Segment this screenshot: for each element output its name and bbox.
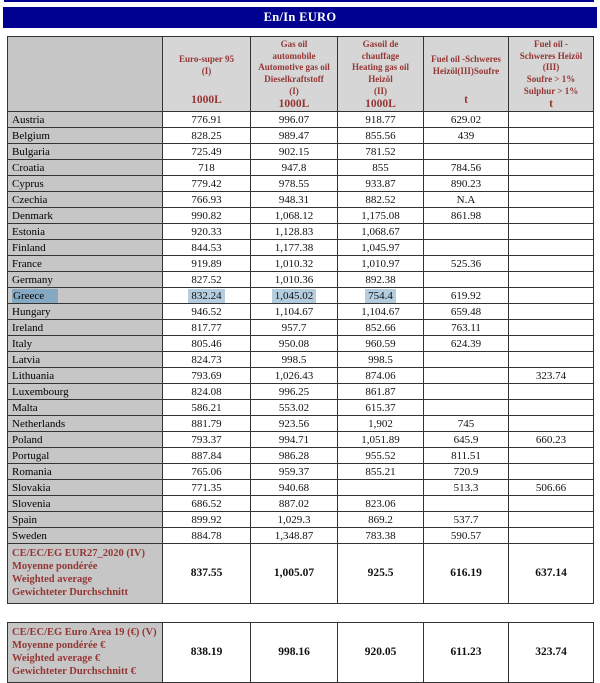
- value-cell: 998.5: [251, 352, 338, 368]
- value-cell: [338, 480, 424, 496]
- country-cell: Portugal: [8, 448, 163, 464]
- value-cell: 776.91: [163, 112, 251, 128]
- value-cell: 783.38: [338, 528, 424, 544]
- summary-value-cell: 323.74: [509, 623, 594, 683]
- value-cell: 1,010.32: [251, 256, 338, 272]
- selected-text-highlight: 1,045.02: [272, 289, 317, 303]
- country-cell: Hungary: [8, 304, 163, 320]
- value-cell: [509, 224, 594, 240]
- summary-label-cell: CE/EC/EG Euro Area 19 (€) (V) Moyenne pondérée € Weighted average € Gewichteter Durchschnitt €: [8, 623, 163, 683]
- country-cell: Estonia: [8, 224, 163, 240]
- value-cell: [509, 144, 594, 160]
- value-cell: [424, 496, 509, 512]
- value-cell: 869.2: [338, 512, 424, 528]
- table-row: [8, 448, 594, 464]
- table-row: [8, 416, 594, 432]
- fuel-price-table: [7, 36, 594, 604]
- value-cell: [509, 336, 594, 352]
- country-cell: Bulgaria: [8, 144, 163, 160]
- value-cell: [509, 160, 594, 176]
- summary-value-cell: 998.16: [251, 623, 338, 683]
- value-cell: 823.06: [338, 496, 424, 512]
- table-row: [8, 400, 594, 416]
- value-cell: 861.98: [424, 208, 509, 224]
- table-row: [8, 256, 594, 272]
- selected-text-highlight: 832.24: [188, 289, 224, 303]
- value-cell: 852.66: [338, 320, 424, 336]
- summary-value-cell: 637.14: [509, 544, 594, 604]
- value-cell: [163, 288, 251, 304]
- value-cell: 844.53: [163, 240, 251, 256]
- value-cell: 1,068.12: [251, 208, 338, 224]
- value-cell: [424, 240, 509, 256]
- value-cell: 998.5: [338, 352, 424, 368]
- table-row: [8, 320, 594, 336]
- column-header-label: Euro-super 95 (I): [179, 54, 234, 77]
- value-cell: 811.51: [424, 448, 509, 464]
- table-row: [8, 288, 594, 304]
- value-cell: 793.69: [163, 368, 251, 384]
- country-cell: Belgium: [8, 128, 163, 144]
- value-cell: 855: [338, 160, 424, 176]
- value-cell: 882.52: [338, 192, 424, 208]
- page-title: En/In EURO: [263, 10, 337, 24]
- value-cell: 686.52: [163, 496, 251, 512]
- value-cell: [424, 400, 509, 416]
- country-cell: Sweden: [8, 528, 163, 544]
- value-cell: 659.48: [424, 304, 509, 320]
- value-cell: 1,348.87: [251, 528, 338, 544]
- table-row: [8, 336, 594, 352]
- value-cell: 1,010.97: [338, 256, 424, 272]
- table-row: [8, 432, 594, 448]
- value-cell: [251, 288, 338, 304]
- value-cell: 874.06: [338, 368, 424, 384]
- value-cell: 763.11: [424, 320, 509, 336]
- column-header-label: Fuel oil -Schweres Heizöl(III)Soufre: [431, 54, 501, 77]
- selected-text-highlight: 754.4: [365, 289, 396, 303]
- summary-value-cell: 616.19: [424, 544, 509, 604]
- country-cell: Italy: [8, 336, 163, 352]
- value-cell: 855.21: [338, 464, 424, 480]
- value-cell: 899.92: [163, 512, 251, 528]
- country-cell: Netherlands: [8, 416, 163, 432]
- value-cell: 766.93: [163, 192, 251, 208]
- top-border-line: [4, 0, 594, 2]
- value-cell: 855.56: [338, 128, 424, 144]
- value-cell: 817.77: [163, 320, 251, 336]
- value-cell: 1,177.38: [251, 240, 338, 256]
- country-cell: Slovenia: [8, 496, 163, 512]
- summary-value-cell: 1,005.07: [251, 544, 338, 604]
- value-cell: 1,104.67: [338, 304, 424, 320]
- value-cell: [509, 496, 594, 512]
- country-cell: [8, 288, 163, 304]
- value-cell: 1,045.97: [338, 240, 424, 256]
- value-cell: 960.59: [338, 336, 424, 352]
- value-cell: 1,104.67: [251, 304, 338, 320]
- value-cell: 990.82: [163, 208, 251, 224]
- country-cell: Austria: [8, 112, 163, 128]
- value-cell: 619.92: [424, 288, 509, 304]
- value-cell: 784.56: [424, 160, 509, 176]
- value-cell: 553.02: [251, 400, 338, 416]
- value-cell: [338, 288, 424, 304]
- table-row: [8, 368, 594, 384]
- value-cell: 590.57: [424, 528, 509, 544]
- value-cell: [509, 240, 594, 256]
- column-header: [338, 37, 424, 112]
- summary-label-cell: CE/EC/EG EUR27_2020 (IV) Moyenne pondérée Weighted average Gewichteter Durchschnitt: [8, 544, 163, 604]
- value-cell: 1,902: [338, 416, 424, 432]
- country-cell: Ireland: [8, 320, 163, 336]
- value-cell: 881.79: [163, 416, 251, 432]
- summary-value-cell: 838.19: [163, 623, 251, 683]
- value-cell: 1,051.89: [338, 432, 424, 448]
- value-cell: [509, 448, 594, 464]
- table-row: [8, 512, 594, 528]
- value-cell: 537.7: [424, 512, 509, 528]
- value-cell: 933.87: [338, 176, 424, 192]
- value-cell: 947.8: [251, 160, 338, 176]
- value-cell: 745: [424, 416, 509, 432]
- value-cell: [424, 272, 509, 288]
- value-cell: [509, 416, 594, 432]
- value-cell: 779.42: [163, 176, 251, 192]
- value-cell: 1,026.43: [251, 368, 338, 384]
- country-cell: Spain: [8, 512, 163, 528]
- table-row: [8, 240, 594, 256]
- column-header: [424, 37, 509, 112]
- value-cell: 920.33: [163, 224, 251, 240]
- country-cell: Czechia: [8, 192, 163, 208]
- value-cell: 1,128.83: [251, 224, 338, 240]
- value-cell: N.A: [424, 192, 509, 208]
- value-cell: 890.23: [424, 176, 509, 192]
- table-row: [8, 464, 594, 480]
- value-cell: 827.52: [163, 272, 251, 288]
- column-header-label: Gas oil automobile Automotive gas oil Dieselkraftstoff (I): [258, 39, 330, 96]
- country-cell: Denmark: [8, 208, 163, 224]
- country-cell: France: [8, 256, 163, 272]
- table-row: [8, 528, 594, 544]
- value-cell: [424, 368, 509, 384]
- summary-value-cell: 920.05: [338, 623, 424, 683]
- summary-value-cell: 837.55: [163, 544, 251, 604]
- value-cell: 989.47: [251, 128, 338, 144]
- summary-row-eur27: [8, 544, 594, 604]
- value-cell: 902.15: [251, 144, 338, 160]
- value-cell: 629.02: [424, 112, 509, 128]
- column-header-label: Fuel oil - Schweres Heizöl (III) Soufre > 1% Sulphur > 1%: [519, 39, 583, 96]
- value-cell: 525.36: [424, 256, 509, 272]
- country-cell: Poland: [8, 432, 163, 448]
- table-row: [8, 176, 594, 192]
- value-cell: 793.37: [163, 432, 251, 448]
- value-cell: [509, 192, 594, 208]
- header-row: [8, 37, 594, 112]
- value-cell: 720.9: [424, 464, 509, 480]
- value-cell: 959.37: [251, 464, 338, 480]
- summary-value-cell: 611.23: [424, 623, 509, 683]
- table-row: [8, 224, 594, 240]
- value-cell: [509, 464, 594, 480]
- value-cell: 887.84: [163, 448, 251, 464]
- value-cell: 1,175.08: [338, 208, 424, 224]
- table-row: [8, 272, 594, 288]
- value-cell: 1,010.36: [251, 272, 338, 288]
- value-cell: [509, 384, 594, 400]
- column-unit: 1000L: [365, 98, 396, 111]
- value-cell: 323.74: [509, 368, 594, 384]
- value-cell: 950.08: [251, 336, 338, 352]
- value-cell: 513.3: [424, 480, 509, 496]
- column-unit: 1000L: [191, 94, 222, 107]
- value-cell: 439: [424, 128, 509, 144]
- value-cell: 957.7: [251, 320, 338, 336]
- value-cell: 615.37: [338, 400, 424, 416]
- summary-row-euro-area-19: [8, 623, 594, 683]
- country-cell: Lithuania: [8, 368, 163, 384]
- value-cell: 624.39: [424, 336, 509, 352]
- value-cell: 765.06: [163, 464, 251, 480]
- value-cell: 861.87: [338, 384, 424, 400]
- table-row: [8, 160, 594, 176]
- country-cell: Latvia: [8, 352, 163, 368]
- country-cell: Slovakia: [8, 480, 163, 496]
- value-cell: 828.25: [163, 128, 251, 144]
- table-row: [8, 352, 594, 368]
- value-cell: 1,029.3: [251, 512, 338, 528]
- value-cell: 948.31: [251, 192, 338, 208]
- column-unit: 1000L: [278, 98, 310, 111]
- value-cell: 887.02: [251, 496, 338, 512]
- value-cell: 824.08: [163, 384, 251, 400]
- value-cell: 955.52: [338, 448, 424, 464]
- column-header: [509, 37, 594, 112]
- value-cell: [509, 256, 594, 272]
- value-cell: 506.66: [509, 480, 594, 496]
- corner-header-cell: [8, 37, 163, 112]
- value-cell: [424, 384, 509, 400]
- value-cell: [509, 400, 594, 416]
- value-cell: 824.73: [163, 352, 251, 368]
- country-cell: Romania: [8, 464, 163, 480]
- column-header-label: Gasoil de chauffage Heating gas oil Heizöl (II): [351, 39, 409, 96]
- country-cell: Cyprus: [8, 176, 163, 192]
- table-row: [8, 208, 594, 224]
- summary-table-euro-area: [7, 622, 594, 683]
- column-unit: t: [464, 94, 468, 107]
- value-cell: 946.52: [163, 304, 251, 320]
- value-cell: 892.38: [338, 272, 424, 288]
- value-cell: [509, 288, 594, 304]
- selected-text-highlight: Greece: [12, 289, 58, 303]
- value-cell: 645.9: [424, 432, 509, 448]
- value-cell: [424, 352, 509, 368]
- country-cell: Luxembourg: [8, 384, 163, 400]
- value-cell: 996.25: [251, 384, 338, 400]
- value-cell: [509, 112, 594, 128]
- value-cell: 996.07: [251, 112, 338, 128]
- table-row: [8, 128, 594, 144]
- table-row: [8, 496, 594, 512]
- title-bar: [3, 7, 597, 28]
- value-cell: [509, 528, 594, 544]
- value-cell: 923.56: [251, 416, 338, 432]
- column-unit: t: [549, 98, 553, 111]
- value-cell: 660.23: [509, 432, 594, 448]
- value-cell: 586.21: [163, 400, 251, 416]
- country-cell: Croatia: [8, 160, 163, 176]
- value-cell: [509, 272, 594, 288]
- value-cell: [424, 224, 509, 240]
- table-row: [8, 192, 594, 208]
- value-cell: [509, 208, 594, 224]
- value-cell: [509, 320, 594, 336]
- column-header: [251, 37, 338, 112]
- summary-value-cell: 925.5: [338, 544, 424, 604]
- value-cell: [424, 144, 509, 160]
- value-cell: 805.46: [163, 336, 251, 352]
- value-cell: 940.68: [251, 480, 338, 496]
- country-cell: Malta: [8, 400, 163, 416]
- table-row: [8, 384, 594, 400]
- table-row: [8, 304, 594, 320]
- value-cell: 919.89: [163, 256, 251, 272]
- value-cell: 1,068.67: [338, 224, 424, 240]
- country-cell: Finland: [8, 240, 163, 256]
- value-cell: 994.71: [251, 432, 338, 448]
- value-cell: 771.35: [163, 480, 251, 496]
- value-cell: 725.49: [163, 144, 251, 160]
- value-cell: 781.52: [338, 144, 424, 160]
- value-cell: [509, 128, 594, 144]
- value-cell: [509, 304, 594, 320]
- value-cell: [509, 352, 594, 368]
- table-row: [8, 480, 594, 496]
- value-cell: 718: [163, 160, 251, 176]
- table-row: [8, 112, 594, 128]
- country-cell: Germany: [8, 272, 163, 288]
- column-header: [163, 37, 251, 112]
- value-cell: [509, 512, 594, 528]
- table-row: [8, 144, 594, 160]
- value-cell: [509, 176, 594, 192]
- value-cell: 918.77: [338, 112, 424, 128]
- value-cell: 986.28: [251, 448, 338, 464]
- value-cell: 884.78: [163, 528, 251, 544]
- value-cell: 978.55: [251, 176, 338, 192]
